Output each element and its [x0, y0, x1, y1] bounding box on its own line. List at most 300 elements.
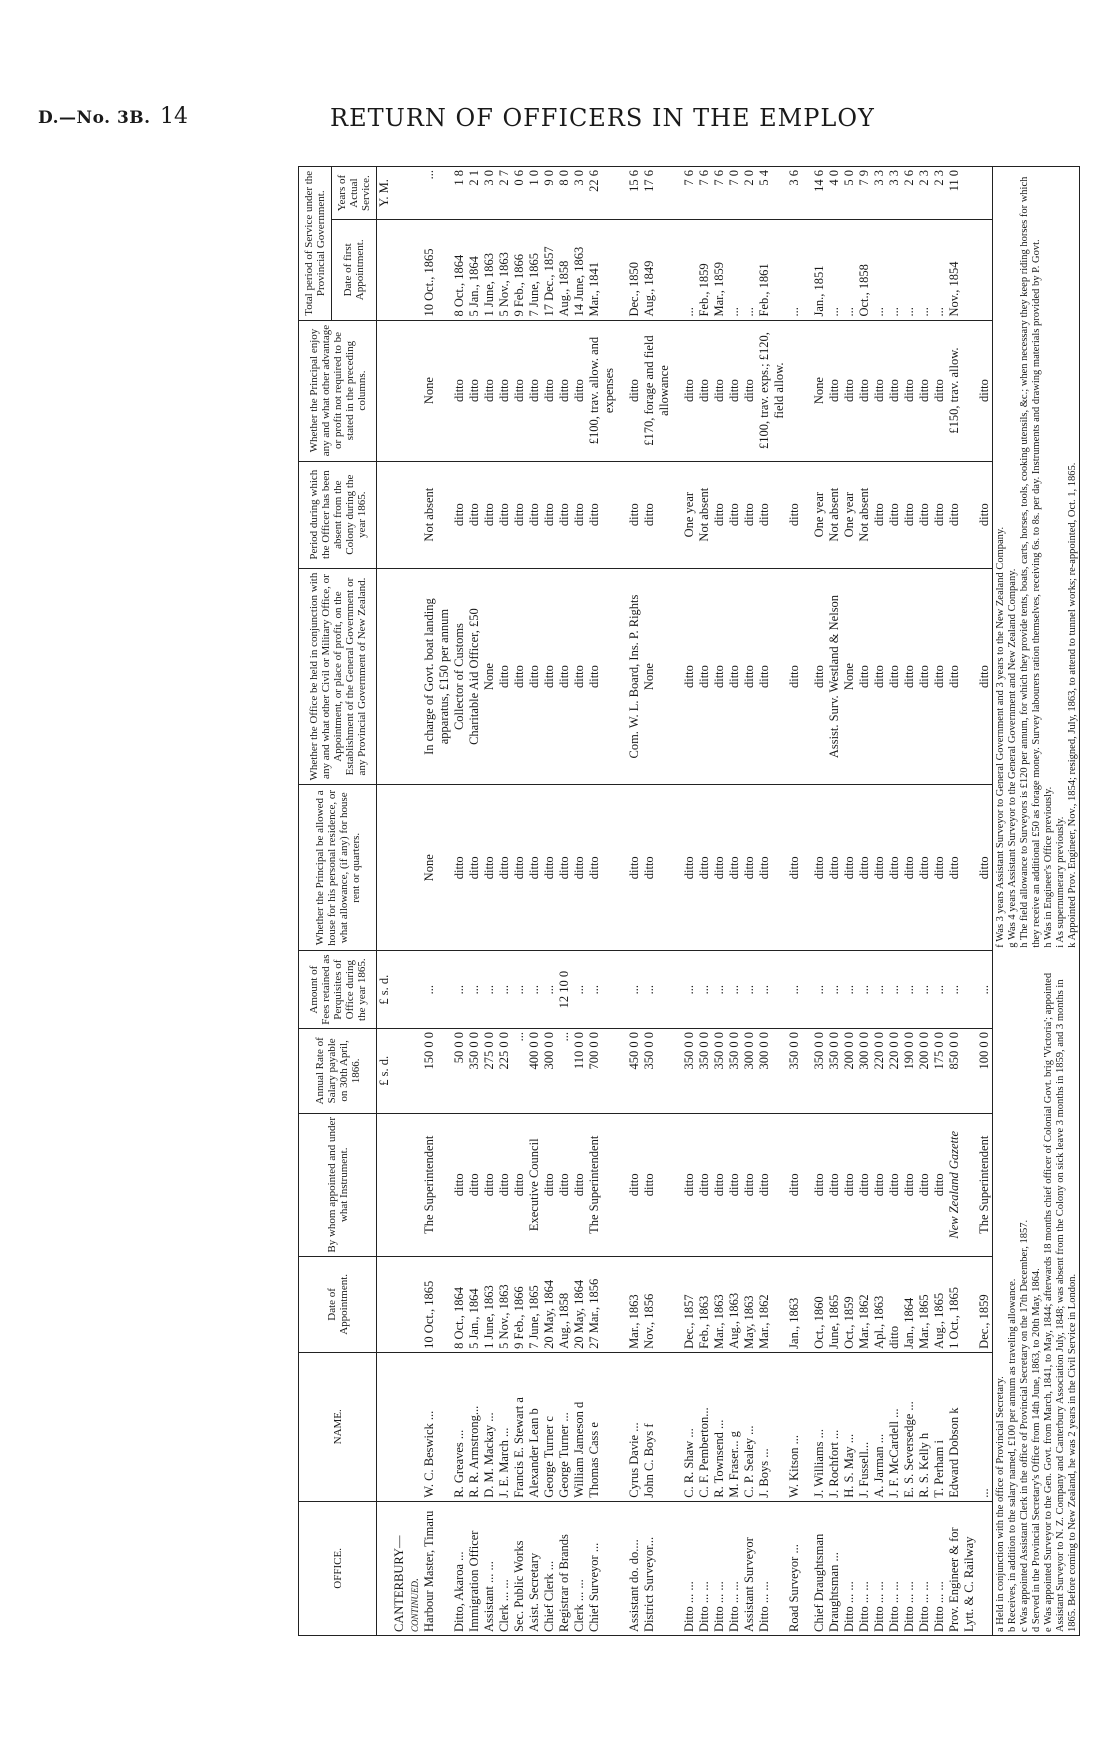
cell-date: Mar., 1863 — [712, 1256, 727, 1352]
page-title: RETURN OF OFFICERS IN THE EMPLOY — [330, 104, 875, 132]
cell-date: May, 1863 — [742, 1256, 757, 1352]
cell-sal: 300 0 0 — [542, 1029, 557, 1114]
cell-sal: 350 0 0 — [812, 1029, 827, 1114]
cell-house: ditto — [872, 785, 887, 951]
cell-by: ditto — [757, 1113, 787, 1256]
cell-office: District Surveyor... — [642, 1501, 672, 1635]
cell-fees: ... — [467, 951, 482, 1029]
cell-first: ... — [827, 220, 842, 320]
cell-other: ditto — [727, 568, 742, 785]
cell-absent: ditto — [512, 461, 527, 568]
cell-first: Jan., 1851 — [812, 220, 827, 320]
cell-date: ditto — [887, 1256, 902, 1352]
cell-office: Chief Clerk ... — [542, 1501, 557, 1635]
cell-adv: ditto — [977, 320, 993, 461]
col-house: Whether the Principal be allowed a house for his personal residence, or what allowance, (if any) for house rent or quarters. — [299, 785, 377, 951]
cell-house: ditto — [542, 785, 557, 951]
cell-sal: 190 0 0 — [902, 1029, 917, 1114]
cell-first: ... — [787, 220, 802, 320]
cell-date: 20 May, 1864 — [542, 1256, 557, 1352]
cell-adv: £100, trav. allow. and expenses — [587, 320, 617, 461]
cell-adv: £100, trav. exps.; £120, field allow. — [757, 320, 787, 461]
cell-yrs: 0 6 — [512, 167, 527, 220]
cell-fees: ... — [712, 951, 727, 1029]
cell-name: Alexander Lean b — [527, 1352, 542, 1501]
table-row — [712, 167, 727, 1636]
table-row — [757, 167, 787, 1636]
cell-name: J. Fussell... — [857, 1352, 872, 1501]
cell-first: Oct., 1858 — [857, 220, 872, 320]
table-row — [572, 167, 587, 1636]
col-years-service: Years of Actual Service. — [332, 167, 377, 220]
table-row — [422, 167, 452, 1636]
cell-by: ditto — [452, 1113, 467, 1256]
cell-other: None — [482, 568, 497, 785]
cell-date: Nov., 1856 — [642, 1256, 672, 1352]
col-office: OFFICE. — [299, 1501, 377, 1635]
cell-absent: Not absent — [827, 461, 842, 568]
cell-fees: ... — [812, 951, 827, 1029]
table-row — [697, 167, 712, 1636]
cell-yrs: 7 9 — [857, 167, 872, 220]
cell-first: 1 June, 1863 — [482, 220, 497, 320]
cell-sal: 350 0 0 — [697, 1029, 712, 1114]
cell-office: Harbour Master, Timaru — [422, 1501, 452, 1635]
cell-date: Feb., 1863 — [697, 1256, 712, 1352]
cell-office: Ditto ... ... — [697, 1501, 712, 1635]
cell-sal: 350 0 0 — [642, 1029, 672, 1114]
cell-by: ditto — [627, 1113, 642, 1256]
footnote: f Was 3 years Assistant Surveyor to General Government and 3 years to the New Zealand Company. — [995, 526, 1006, 948]
cell-other: ditto — [697, 568, 712, 785]
cell-date: 5 Jan., 1864 — [467, 1256, 482, 1352]
cell-absent: ditto — [947, 461, 977, 568]
cell-yrs: 7 6 — [712, 167, 727, 220]
cell-adv: ditto — [697, 320, 712, 461]
cell-sal: ... — [557, 1029, 572, 1114]
section-title: CANTERBURY— — [392, 1535, 406, 1632]
cell-yrs: 7 6 — [697, 167, 712, 220]
cell-yrs: 2 3 — [932, 167, 947, 220]
cell-absent: ditto — [542, 461, 557, 568]
table-row — [787, 167, 802, 1636]
cell-name: George Turner ... — [557, 1352, 572, 1501]
cell-name: William Jameson d — [572, 1352, 587, 1501]
cell-house: ditto — [642, 785, 672, 951]
cell-date: 1 June, 1863 — [482, 1256, 497, 1352]
cell-date: Apl., 1863 — [872, 1256, 887, 1352]
cell-sal: 300 0 0 — [757, 1029, 787, 1114]
cell-office: Prov. Engineer & for Lytt. & C. Railway — [947, 1501, 977, 1635]
cell-house: ditto — [512, 785, 527, 951]
page-header — [0, 100, 1114, 140]
cell-by: ditto — [542, 1113, 557, 1256]
years-units: Y. M. — [377, 167, 393, 220]
cell-by: Executive Council — [527, 1113, 542, 1256]
cell-other: ditto — [947, 568, 977, 785]
cell-fees: ... — [627, 951, 642, 1029]
cell-name: J. F. McCardell ... — [887, 1352, 902, 1501]
cell-other: ditto — [857, 568, 872, 785]
cell-fees: ... — [422, 951, 452, 1029]
cell-absent: Not absent — [857, 461, 872, 568]
cell-fees: ... — [527, 951, 542, 1029]
cell-office: Clerk ... ... — [572, 1501, 587, 1635]
cell-first: ... — [742, 220, 757, 320]
cell-adv: ditto — [627, 320, 642, 461]
cell-house: ditto — [742, 785, 757, 951]
footnotes-right — [993, 167, 1080, 951]
table-row — [857, 167, 872, 1636]
cell-first: 5 Nov., 1863 — [497, 220, 512, 320]
cell-house: ditto — [452, 785, 467, 951]
cell-office: Ditto, Akaroa ... — [452, 1501, 467, 1635]
cell-by: ditto — [887, 1113, 902, 1256]
cell-house: ditto — [587, 785, 617, 951]
table-row — [682, 167, 697, 1636]
table-row — [527, 167, 542, 1636]
cell-sal: 200 0 0 — [842, 1029, 857, 1114]
cell-absent: Not absent — [697, 461, 712, 568]
cell-yrs: 22 6 — [587, 167, 617, 220]
cell-other: None — [642, 568, 672, 785]
cell-absent: ditto — [467, 461, 482, 568]
cell-fees: ... — [727, 951, 742, 1029]
cell-absent: ditto — [932, 461, 947, 568]
cell-house: None — [422, 785, 452, 951]
cell-fees: ... — [497, 951, 512, 1029]
cell-first: Aug., 1858 — [557, 220, 572, 320]
cell-adv: ditto — [872, 320, 887, 461]
cell-office: Immigration Officer — [467, 1501, 482, 1635]
cell-other: Assist. Surv. Westland & Nelson — [827, 568, 842, 785]
cell-yrs: 7 0 — [727, 167, 742, 220]
cell-other: Collector of Customs — [452, 568, 467, 785]
table-row — [497, 167, 512, 1636]
col-fees: Amount of Fees retained as Perquisites of Office during the year 1865. — [299, 951, 377, 1029]
cell-first: Mar., 1859 — [712, 220, 727, 320]
cell-other: Com. W. L. Board, Ins. P. Rights — [627, 568, 642, 785]
cell-house: ditto — [697, 785, 712, 951]
cell-by: ditto — [712, 1113, 727, 1256]
cell-by: ditto — [697, 1113, 712, 1256]
cell-house: ditto — [932, 785, 947, 951]
cell-sal: 400 0 0 — [527, 1029, 542, 1114]
section-row — [392, 167, 422, 1636]
cell-yrs: 8 0 — [557, 167, 572, 220]
cell-other: ditto — [572, 568, 587, 785]
cell-first: ... — [917, 220, 932, 320]
cell-sal: 300 0 0 — [857, 1029, 872, 1114]
cell-sal: ... — [512, 1029, 527, 1114]
cell-adv — [787, 320, 802, 461]
col-other-office: Whether the Office be held in conjunction with any and what other Civil or Military Office, or Appointment, or place of profit, on the Establishment of the General Government or any Provincial Government of New Zealand. — [299, 568, 377, 785]
cell-first: 7 June, 1865 — [527, 220, 542, 320]
cell-other: ditto — [542, 568, 557, 785]
cell-first: ... — [682, 220, 697, 320]
cell-other: None — [842, 568, 857, 785]
cell-sal: 50 0 0 — [452, 1029, 467, 1114]
cell-name: W. Kitson ... — [787, 1352, 802, 1501]
cell-adv: ditto — [842, 320, 857, 461]
cell-other: ditto — [887, 568, 902, 785]
cell-first: ... — [887, 220, 902, 320]
cell-adv: £150, trav. allow. — [947, 320, 977, 461]
cell-adv: ditto — [827, 320, 842, 461]
cell-absent: ditto — [642, 461, 672, 568]
cell-date: Oct., 1860 — [812, 1256, 827, 1352]
cell-sal: 220 0 0 — [887, 1029, 902, 1114]
footnote: a Held in conjunction with the office of Provincial Secretary. — [995, 1376, 1006, 1632]
cell-absent: Not absent — [422, 461, 452, 568]
cell-house: ditto — [842, 785, 857, 951]
footnotes-left — [993, 951, 1080, 1636]
cell-house: ditto — [527, 785, 542, 951]
cell-office: Ditto ... ... — [857, 1501, 872, 1635]
cell-yrs: 9 0 — [542, 167, 557, 220]
footnote: k Appointed Prov. Engineer, Nov., 1854; resigned, July, 1863, to attend to tunnel works; re-appointed, Oct. 1, 1865. — [1067, 462, 1078, 948]
cell-by: ditto — [742, 1113, 757, 1256]
cell-name: E. S. Seversedge ... — [902, 1352, 917, 1501]
cell-date: Mar., 1862 — [757, 1256, 787, 1352]
cell-yrs: 2 1 — [467, 167, 482, 220]
cell-name: J. Boys ... — [757, 1352, 787, 1501]
col-salary: Annual Rate of Salary payable on 30th April, 1866. — [299, 1029, 377, 1114]
cell-yrs: 2 6 — [902, 167, 917, 220]
cell-adv: ditto — [932, 320, 947, 461]
cell-other: ditto — [787, 568, 802, 785]
cell-house: ditto — [712, 785, 727, 951]
cell-first: Feb., 1859 — [697, 220, 712, 320]
cell-adv: ditto — [497, 320, 512, 461]
cell-office: Ditto ... ... — [932, 1501, 947, 1635]
cell-other: ditto — [497, 568, 512, 785]
cell-other: In charge of Govt. boat landing apparatus, £150 per annum — [422, 568, 452, 785]
units-row — [377, 167, 393, 1636]
cell-fees: ... — [857, 951, 872, 1029]
table-row — [887, 167, 902, 1636]
cell-office: Ditto ... ... — [712, 1501, 727, 1635]
cell-date: Jan., 1864 — [902, 1256, 917, 1352]
cell-date: 9 Feb., 1866 — [512, 1256, 527, 1352]
cell-adv: None — [812, 320, 827, 461]
cell-fees: ... — [917, 951, 932, 1029]
cell-yrs — [977, 167, 993, 220]
cell-absent: ditto — [742, 461, 757, 568]
cell-first: 5 Jan., 1864 — [467, 220, 482, 320]
fees-units: £ s. d. — [377, 951, 393, 1029]
cell-absent: ditto — [787, 461, 802, 568]
cell-adv: ditto — [542, 320, 557, 461]
cell-fees: ... — [452, 951, 467, 1029]
footnote: h The field allowance to Surveyors is £120 per annum, for which they provide tents, boats, carts, horses, tools, cooking utensils, &c.; when necessary they keep riding horses for which they receive an additional £50 as forage money. Survey labourers ration themselves, receiving 6s. to 8s. per day. Instruments and drawing materials provided by P. Govt. — [1019, 176, 1042, 948]
cell-first: Aug., 1849 — [642, 220, 672, 320]
cell-office: Ditto ... ... — [842, 1501, 857, 1635]
cell-name: J. E. March ... — [497, 1352, 512, 1501]
cell-first: Nov., 1854 — [947, 220, 977, 320]
cell-first: 9 Feb., 1866 — [512, 220, 527, 320]
col-absent: Period during which the Officer has been absent from the Colony during the year 1865. — [299, 461, 377, 568]
table-row — [557, 167, 572, 1636]
cell-adv: ditto — [557, 320, 572, 461]
cell-yrs: 2 3 — [917, 167, 932, 220]
cell-first: Feb., 1861 — [757, 220, 787, 320]
cell-name: R. R. Armstrong... — [467, 1352, 482, 1501]
cell-adv: ditto — [682, 320, 697, 461]
cell-house: ditto — [682, 785, 697, 951]
cell-other: ditto — [527, 568, 542, 785]
cell-date: Aug., 1858 — [557, 1256, 572, 1352]
cell-sal: 350 0 0 — [712, 1029, 727, 1114]
cell-adv: ditto — [572, 320, 587, 461]
cell-absent: ditto — [887, 461, 902, 568]
cell-fees: ... — [587, 951, 617, 1029]
cell-office: Ditto ... ... — [902, 1501, 917, 1635]
cell-yrs: 5 4 — [757, 167, 787, 220]
cell-fees: 12 10 0 — [557, 951, 572, 1029]
cell-date: June, 1865 — [827, 1256, 842, 1352]
cell-date: 1 Oct., 1865 — [947, 1256, 977, 1352]
cell-adv: ditto — [742, 320, 757, 461]
cell-date: Dec., 1857 — [682, 1256, 697, 1352]
cell-adv: £170, forage and field allowance — [642, 320, 672, 461]
cell-fees: ... — [872, 951, 887, 1029]
cell-yrs: 15 6 — [627, 167, 642, 220]
cell-first: Dec., 1850 — [627, 220, 642, 320]
cell-sal: 150 0 0 — [422, 1029, 452, 1114]
table-row — [542, 167, 557, 1636]
cell-by: ditto — [842, 1113, 857, 1256]
cell-by: New Zealand Gazette — [947, 1113, 977, 1256]
table-row — [452, 167, 467, 1636]
rotated-table-frame — [298, 166, 1114, 1636]
cell-by: ditto — [857, 1113, 872, 1256]
cell-adv: ditto — [917, 320, 932, 461]
cell-name: W. C. Beswick ... — [422, 1352, 452, 1501]
cell-house: ditto — [482, 785, 497, 951]
cell-by: ditto — [497, 1113, 512, 1256]
cell-house: ditto — [467, 785, 482, 951]
cell-sal: 175 0 0 — [932, 1029, 947, 1114]
footnote: i As supernumerary previously. — [1055, 816, 1066, 948]
cell-adv: ditto — [482, 320, 497, 461]
cell-yrs: 11 0 — [947, 167, 977, 220]
cell-fees: ... — [482, 951, 497, 1029]
cell-name: Francis E. Stewart a — [512, 1352, 527, 1501]
salary-units: £ s. d. — [377, 1029, 393, 1114]
table-body — [377, 167, 993, 1636]
group-gap — [802, 167, 812, 1636]
cell-name: J. Rochfort ... — [827, 1352, 842, 1501]
cell-date: 5 Nov., 1863 — [497, 1256, 512, 1352]
col-date: Date of Appointment. — [299, 1256, 377, 1352]
cell-absent: ditto — [712, 461, 727, 568]
table-row — [917, 167, 932, 1636]
cell-house: ditto — [557, 785, 572, 951]
cell-house: ditto — [902, 785, 917, 951]
cell-office: Draughtsman ... — [827, 1501, 842, 1635]
cell-name: ... — [977, 1352, 993, 1501]
cell-absent: ditto — [482, 461, 497, 568]
cell-yrs: 5 0 — [842, 167, 857, 220]
cell-first: ... — [842, 220, 857, 320]
col-advantage: Whether the Principal enjoy any and what other advantage or profit not required to be stated in the preceding columns. — [299, 320, 377, 461]
cell-first: Mar., 1841 — [587, 220, 617, 320]
cell-by: ditto — [572, 1113, 587, 1256]
cell-yrs: 4 0 — [827, 167, 842, 220]
table-row — [587, 167, 617, 1636]
cell-office: Ditto ... ... — [727, 1501, 742, 1635]
cell-office: Ditto ... ... — [917, 1501, 932, 1635]
cell-name: C. F. Pemberton... — [697, 1352, 712, 1501]
cell-by: ditto — [642, 1113, 672, 1256]
cell-other: Charitable Aid Officer, £50 — [467, 568, 482, 785]
officers-table — [298, 166, 1080, 1636]
table-row — [977, 167, 993, 1636]
footnote: c Was appointed Assistant Clerk in the office of Provincial Secretary on the 17th December, 1857. — [1019, 1219, 1030, 1632]
cell-date: Mar., 1863 — [627, 1256, 642, 1352]
cell-fees: ... — [977, 951, 993, 1029]
cell-other: ditto — [902, 568, 917, 785]
cell-office: Assistant ... ... — [482, 1501, 497, 1635]
cell-fees: ... — [887, 951, 902, 1029]
cell-absent: ditto — [497, 461, 512, 568]
col-name: NAME. — [299, 1352, 377, 1501]
cell-fees: ... — [642, 951, 672, 1029]
footnote: e Was appointed Surveyor to the Gen. Govt. from March, 1841, to May, 1844; afterwards 18 months chief officer of Colonial Govt. brig 'Victoria'; appointed Assistant Surveyor to N. Z. Company and Canterbury Association July, 1848; was absent from the Colony on sick leave 3 months in 1859, and 3 months in 1865. Before coming to New Zealand, he was 2 years in the Civil Service in London. — [1043, 972, 1078, 1632]
table-row — [467, 167, 482, 1636]
cell-yrs: 7 6 — [682, 167, 697, 220]
cell-fees: ... — [947, 951, 977, 1029]
cell-absent: ditto — [572, 461, 587, 568]
cell-name: A. Jarman ... — [872, 1352, 887, 1501]
cell-date: Mar., 1865 — [917, 1256, 932, 1352]
cell-by: The Superintendent — [587, 1113, 617, 1256]
cell-house: ditto — [947, 785, 977, 951]
cell-office: Asist. Secretary — [527, 1501, 542, 1635]
group-gap — [672, 167, 682, 1636]
cell-adv: None — [422, 320, 452, 461]
cell-first: ... — [727, 220, 742, 320]
cell-date: 10 Oct., 1865 — [422, 1256, 452, 1352]
cell-fees: ... — [902, 951, 917, 1029]
cell-absent: ditto — [977, 461, 993, 568]
cell-name: George Turner c — [542, 1352, 557, 1501]
cell-other: ditto — [872, 568, 887, 785]
footnote: h Was in Engineer's Office previously. — [1043, 786, 1054, 948]
cell-sal: 220 0 0 — [872, 1029, 887, 1114]
cell-fees: ... — [572, 951, 587, 1029]
cell-office — [977, 1501, 993, 1635]
cell-fees: ... — [787, 951, 802, 1029]
cell-first: 8 Oct., 1864 — [452, 220, 467, 320]
table-row — [512, 167, 527, 1636]
cell-adv: ditto — [727, 320, 742, 461]
footnote: d Served in the Provincial Secretary's Office from 14th June, 1863, to 20th May, 1864. — [1031, 1268, 1042, 1632]
cell-name: C. P. Sealey ... — [742, 1352, 757, 1501]
cell-fees: ... — [742, 951, 757, 1029]
cell-fees: ... — [757, 951, 787, 1029]
document-reference: D.—No. 3B. — [38, 108, 151, 128]
cell-first: ... — [902, 220, 917, 320]
cell-yrs: 1 0 — [527, 167, 542, 220]
cell-by: ditto — [682, 1113, 697, 1256]
table-row — [482, 167, 497, 1636]
cell-adv: ditto — [512, 320, 527, 461]
col-by-whom: By whom appointed and under what Instrument. — [299, 1113, 377, 1256]
cell-office: Chief Draughtsman — [812, 1501, 827, 1635]
cell-name: R. S. Kelly h — [917, 1352, 932, 1501]
